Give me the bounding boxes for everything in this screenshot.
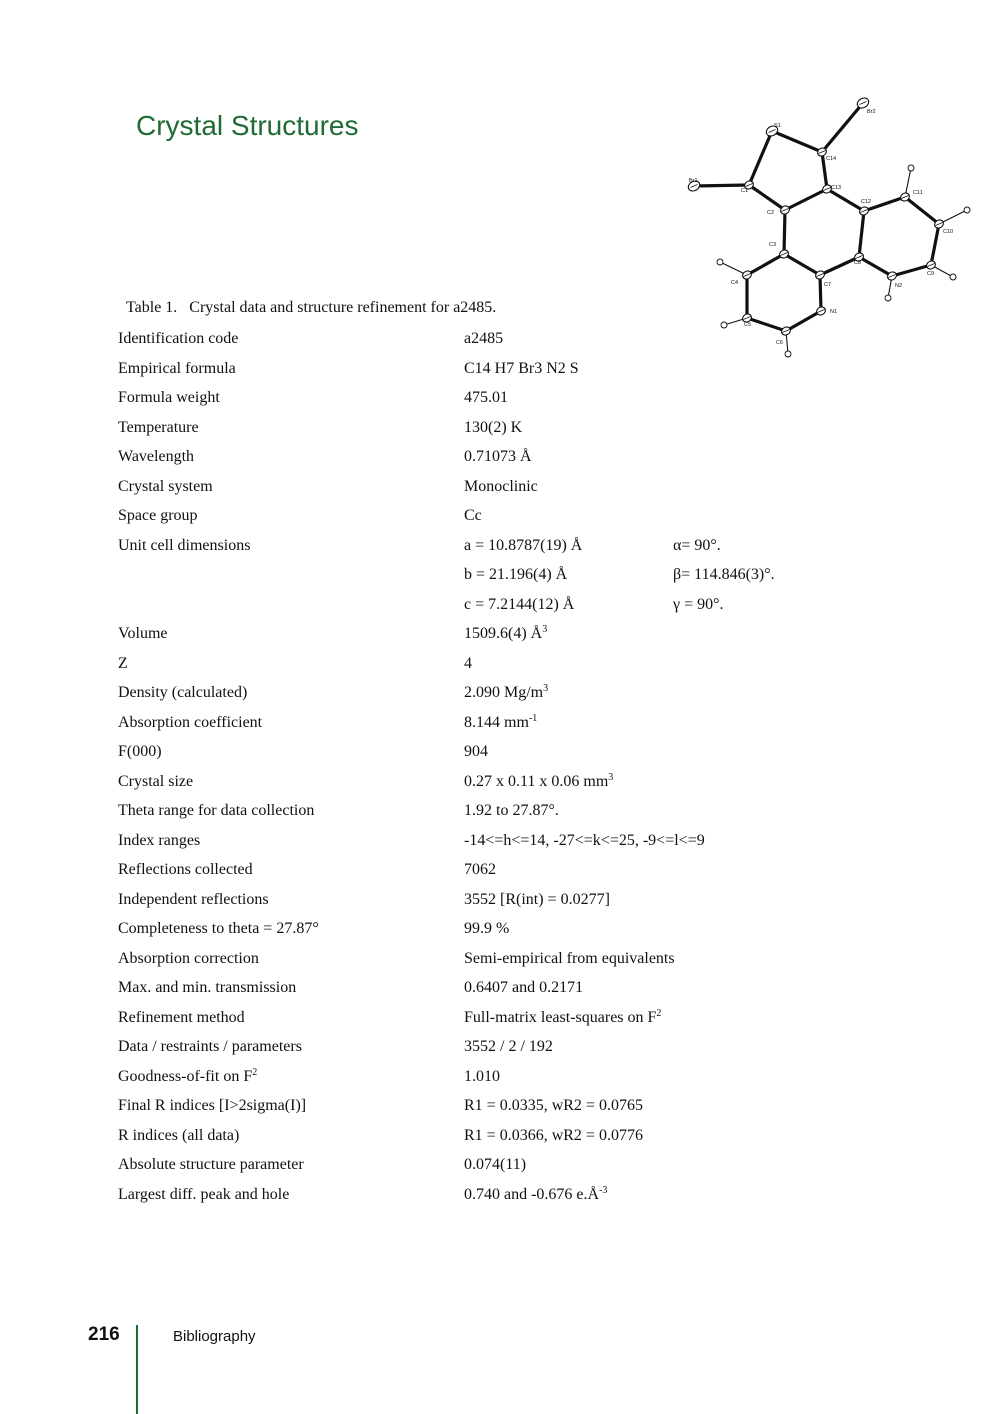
atom-label: C12 [861,199,872,205]
atom-label: C14 [826,156,837,162]
row-angle: α= 90°. [673,536,721,554]
bond-line [749,185,785,210]
atom-label: N2 [895,283,903,289]
row-label: Completeness to theta = 27.87° [118,920,319,937]
atom-layer [687,96,970,357]
row-angle: β= 114.846(3)°. [673,566,775,583]
footer-rule [136,1325,138,1414]
row-label: Wavelength [118,448,195,465]
hydrogen-atom [964,207,970,213]
row-label: Max. and min. transmission [118,979,297,996]
bond-line [772,131,822,152]
row-value: 3552 [R(int) = 0.0277] [464,890,610,908]
row-value: 7062 [464,861,496,878]
table-row [118,946,838,976]
row-label: F(000) [118,743,162,760]
page-title: Crystal Structures [136,110,359,141]
table-row [118,356,838,386]
row-label: Reflections collected [118,861,253,878]
atom-label: C10 [943,229,954,235]
atom-label: S1 [774,123,781,129]
table-row [118,444,838,474]
table-row [118,857,838,887]
row-value: Monoclinic [464,477,538,495]
bond-line [822,103,863,152]
row-value: 0.074(11) [464,1156,527,1173]
row-value: 904 [464,743,488,760]
atom-label: C8 [854,260,862,266]
atom-label: Br2 [867,109,876,115]
atom-label: C11 [913,190,923,196]
row-value: -14<=h<=14, -27<=k<=25, -9<=l<=9 [464,831,705,849]
bond-line [892,265,931,276]
hydrogen-atom [885,295,891,301]
row-value: 8.144 $mm^{-1}$ [464,712,538,731]
row-label: Data / restraints / parameters [118,1038,302,1055]
bond-layer [694,103,939,331]
table-row [118,887,838,917]
table-row [118,1182,838,1212]
table-row [118,916,838,946]
row-label: Density (calculated) [118,684,248,701]
row-value: 4 [464,654,472,672]
hydrogen-atom [908,165,914,171]
bond-line [749,131,772,185]
bond-line [785,189,827,210]
table-row [118,474,838,504]
atom-label: N1 [830,309,838,315]
bond-line [905,197,939,224]
row-label: Absolute structure parameter [118,1156,304,1173]
table-row [118,651,838,681]
table-row [118,1005,838,1035]
atom-label: C1 [741,188,749,194]
row-label: Independent reflections [118,890,269,908]
atom-label: C2 [767,210,775,216]
row-label: Volume [118,625,168,642]
row-value: c = 7.2144(12) Å [464,595,575,613]
row-label: R indices (all data) [118,1126,240,1144]
row-value: 1.92 to 27.87°. [464,802,559,819]
table-row [118,828,838,858]
table-caption: Table 1. Crystal data and structure refinement for a2485. [126,299,497,316]
crystal-data-table [118,326,838,1211]
table-row [118,326,838,356]
row-value: R1 = 0.0366, wR2 = 0.0776 [464,1126,643,1144]
bond-line [820,275,821,311]
row-value: R1 = 0.0335, wR2 = 0.0765 [464,1097,643,1114]
table-row [118,1123,838,1153]
table-row [118,592,838,622]
row-label: Crystal system [118,477,213,495]
table-row [118,562,838,592]
bond-line [694,185,749,186]
row-label: Theta range for data collection [118,802,315,819]
row-value: 0.6407 and 0.2171 [464,979,584,996]
row-value: 0.740 and -0.676 $e.Å^{-3}$ [464,1184,608,1203]
row-value: Semi-empirical from equivalents [464,949,675,967]
hydrogen-atom [717,259,723,265]
row-value: b = 21.196(4) Å [464,566,568,583]
running-head: Bibliography [173,1328,256,1345]
table-row [118,415,838,445]
table-row [118,1152,838,1182]
table-row [118,621,838,651]
bond-line [931,224,939,265]
row-value: C14 H7 Br3 N2 S [464,359,579,377]
bond-line [859,257,892,276]
table-row [118,680,838,710]
row-label: Absorption coefficient [118,713,263,731]
row-label: Z [118,654,128,672]
table-row [118,1034,838,1064]
atom-label: C3 [769,242,777,248]
table-row [118,798,838,828]
row-value: Full-matrix least-squares on $F^2$ [464,1007,662,1026]
row-label: Formula weight [118,389,220,406]
row-value: 0.71073 Å [464,448,532,465]
row-label: Refinement method [118,1008,245,1026]
hydrogen-atom [950,274,956,280]
table-row [118,739,838,769]
row-label: Identification code [118,330,239,347]
row-label: Final R indices [I>2sigma(I)] [118,1097,307,1114]
atom-label: Br1 [689,178,698,184]
row-value: 2.090 $Mg/m^3$ [464,683,549,701]
row-value: 0.27 x 0.11 x 0.06 $mm^3$ [464,771,614,790]
row-value: 1.010 [464,1067,500,1085]
page-number: 216 [88,1324,120,1345]
row-label: Crystal size [118,772,194,790]
atom-label: C5 [744,322,752,328]
row-value: 3552 / 2 / 192 [464,1038,553,1055]
row-label: Largest diff. peak and hole [118,1185,290,1203]
table-row [118,1093,838,1123]
bond-line [747,254,784,275]
atom-label: C13 [831,185,842,191]
row-value: 130(2) K [464,418,523,436]
row-label: Space group [118,507,198,524]
bond-line [784,254,820,275]
atom-label: C4 [731,280,739,286]
row-value: Cc [464,507,482,524]
row-value: 475.01 [464,389,508,406]
table-row [118,385,838,415]
row-value: 99.9 % [464,920,510,937]
bond-line [827,189,864,211]
row-label: Unit cell dimensions [118,536,251,554]
row-label: Goodness-of-fit on $F^2$ [118,1066,258,1085]
row-value: a2485 [464,330,504,347]
row-angle: γ = 90°. [673,595,724,613]
row-label: Temperature [118,418,199,436]
row-label: Absorption correction [118,949,259,967]
table-row [118,533,838,563]
table-row [118,769,838,799]
table-row [118,1064,838,1094]
table-row [118,503,838,533]
bond-line [859,211,864,257]
atom-label: C7 [824,282,832,288]
row-label: Empirical formula [118,359,236,377]
table-row [118,975,838,1005]
atom-label: C9 [927,271,935,277]
atom-label: C6 [776,340,784,346]
table-row [118,710,838,740]
row-value: a = 10.8787(19) Å [464,536,583,554]
bond-line [784,210,785,254]
row-value: 1509.6(4) $Å^3$ [464,624,548,642]
row-label: Index ranges [118,831,201,849]
